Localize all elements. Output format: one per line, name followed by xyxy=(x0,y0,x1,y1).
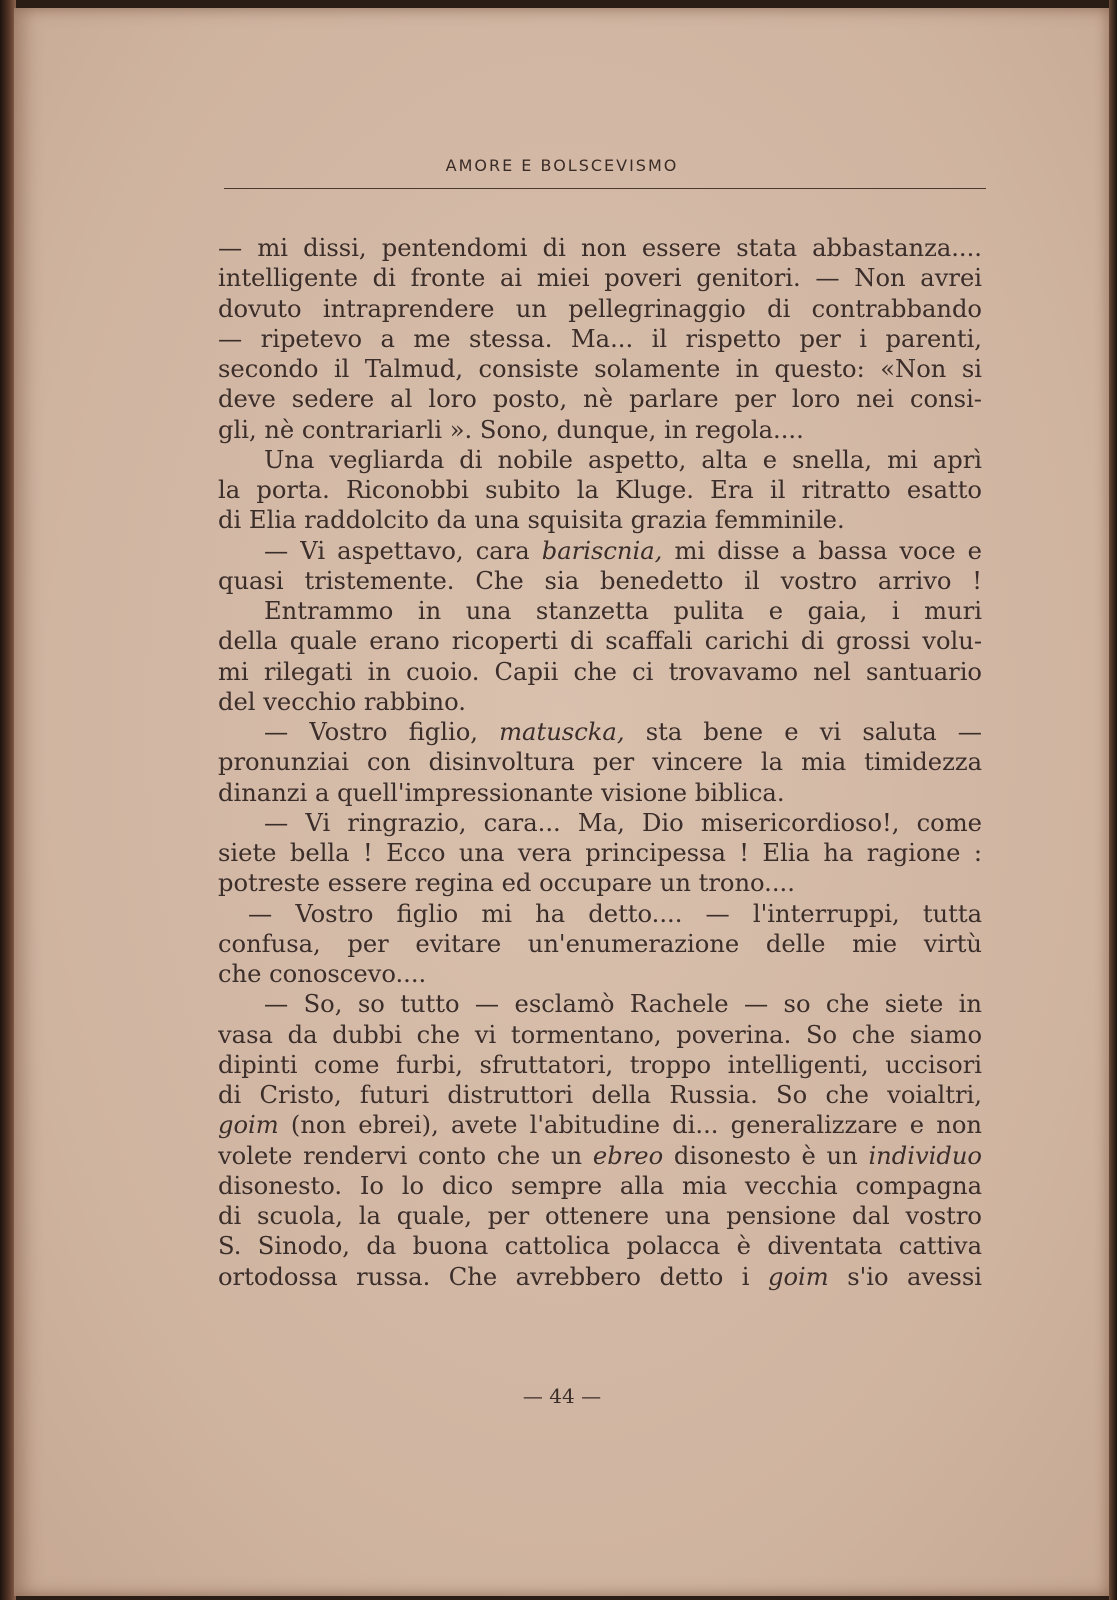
text-line: — ripetevo a me stessa. Ma... il rispetto per i parenti, xyxy=(218,324,982,353)
text-line: del vecchio rabbino. xyxy=(218,687,466,716)
text-line: di Elia raddolcito da una squisita grazia femminile. xyxy=(218,506,845,535)
text-line: vasa da dubbi che vi tormentano, poverina. So che siamo xyxy=(218,1020,982,1049)
text-line: che conoscevo.... xyxy=(218,960,427,988)
text-line: intelligente di fronte ai miei poveri genitori. — Non avrei xyxy=(218,264,982,293)
text-line: pronunziai con disinvoltura per vincere la mia timidezza xyxy=(218,748,982,777)
text-line: — Vi ringrazio, cara... Ma, Dio misericordioso!, come xyxy=(264,808,982,837)
book-page xyxy=(14,8,1110,1596)
header-rule xyxy=(224,188,986,189)
text-line: mi rilegati in cuoio. Capii che ci trovavamo nel santuario xyxy=(218,657,982,686)
text-line: Una vegliarda di nobile aspetto, alta e snella, mi aprì xyxy=(264,445,982,474)
text-line: dinanzi a quell'impressionante visione biblica. xyxy=(218,778,785,807)
text-line: quasi tristemente. Che sia benedetto il vostro arrivo ! xyxy=(218,566,982,595)
text-line: — So, so tutto — esclamò Rachele — so che siete in xyxy=(264,990,982,1019)
text-line: goim (non ebrei), avete l'abitudine di... generalizzare e non xyxy=(218,1111,982,1140)
body-text xyxy=(218,233,982,1292)
text-line: della quale erano ricoperti di scaffali carichi di grossi volu- xyxy=(218,627,982,656)
text-line: di scuola, la quale, per ottenere una pensione dal vostro xyxy=(218,1202,982,1230)
text-line: gli, nè contrariarli ». Sono, dunque, in regola.... xyxy=(218,415,804,444)
page-edge-shadow xyxy=(1109,0,1117,1600)
text-line: la porta. Riconobbi subito la Kluge. Era il ritratto esatto xyxy=(218,476,982,504)
text-line: — Vostro figlio mi ha detto.... — l'interruppi, tutta xyxy=(248,899,982,928)
text-line: deve sedere al loro posto, nè parlare per loro nei consi- xyxy=(218,385,982,414)
text-line: secondo il Talmud, consiste solamente in questo: «Non si xyxy=(218,355,982,383)
text-line: potreste essere regina ed occupare un trono.... xyxy=(218,869,795,898)
text-line: Entrammo in una stanzetta pulita e gaia, i muri xyxy=(264,597,982,625)
text-line: S. Sinodo, da buona cattolica polacca è diventata cattiva xyxy=(218,1232,982,1261)
text-line: — mi dissi, pentendomi di non essere stata abbastanza.... xyxy=(218,234,982,262)
text-line: volete rendervi conto che un ebreo disonesto è un individuo xyxy=(218,1141,982,1170)
text-line: — Vi aspettavo, cara bariscnia, mi disse a bassa voce e xyxy=(264,536,982,565)
page-number: — 44 — xyxy=(522,1384,602,1408)
text-line: dovuto intraprendere un pellegrinaggio di contrabbando xyxy=(218,294,982,323)
running-head: AMORE E BOLSCEVISMO xyxy=(445,156,679,175)
text-line: — Vostro figlio, matuscka, sta bene e vi saluta — xyxy=(264,718,982,746)
text-line: ortodossa russa. Che avrebbero detto i goim s'io avessi xyxy=(218,1262,982,1291)
text-line: siete bella ! Ecco una vera principessa ! Elia ha ragione : xyxy=(218,839,982,867)
text-line: confusa, per evitare un'enumerazione delle mie virtù xyxy=(218,929,982,958)
text-line: di Cristo, futuri distruttori della Russia. So che voialtri, xyxy=(218,1081,982,1109)
text-line: disonesto. Io lo dico sempre alla mia vecchia compagna xyxy=(218,1171,982,1200)
text-line: dipinti come furbi, sfruttatori, troppo intelligenti, uccisori xyxy=(218,1050,982,1079)
